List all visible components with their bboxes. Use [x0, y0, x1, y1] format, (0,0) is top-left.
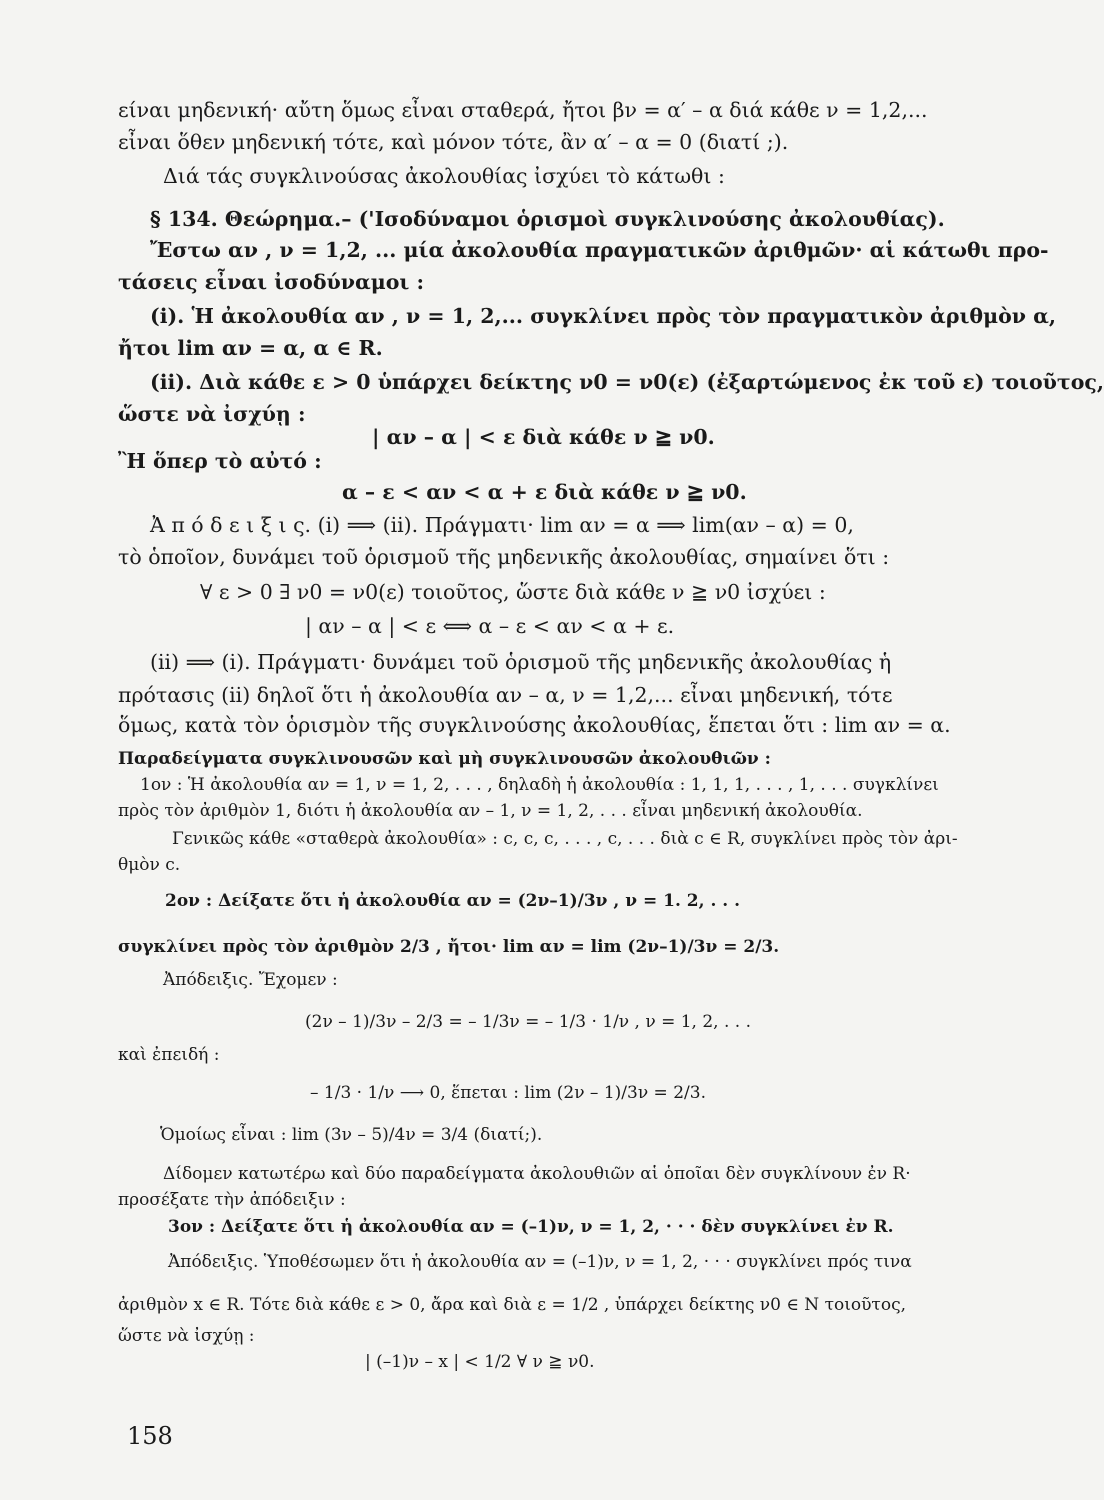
formula-line: | (–1)ν – x | < 1/2 ∀ ν ≧ ν0. [365, 1352, 595, 1372]
text-line: τὸ ὁποῖον, δυνάμει τοῦ ὁρισμοῦ τῆς μηδενικῆς ἀκολουθίας, σημαίνει ὅτι : [118, 545, 890, 569]
text-line: Ἀπόδειξις. Ἔχομεν : [163, 970, 338, 990]
formula-line: Ὁμοίως εἶναι : lim (3ν – 5)/4ν = 3/4 (διατί;). [160, 1125, 543, 1145]
formula-line: (2ν – 1)/3ν – 2/3 = – 1/3ν = – 1/3 · 1/ν , ν = 1, 2, . . . [305, 1012, 752, 1032]
text-line: Διά τάς συγκλινούσας ἀκολουθίας ἰσχύει τὸ κάτωθι : [163, 164, 725, 188]
text-line: καὶ ἐπειδή : [118, 1045, 220, 1065]
text-line: τάσεις εἶναι ἰσοδύναμοι : [118, 270, 425, 294]
formula-line: – 1/3 · 1/ν ⟶ 0, ἕπεται : lim (2ν – 1)/3ν = 2/3. [310, 1083, 706, 1103]
text-line: είναι μηδενική· αὔτη ὅμως εἶναι σταθερά, ἤτοι βν = α′ – α διά κάθε ν = 1,2,... [118, 98, 928, 122]
formula-line: α – ε < αν < α + ε διὰ κάθε ν ≧ ν0. [342, 480, 747, 504]
section-heading: § 134. Θεώρημα.– ('Ισοδύναμοι ὁρισμοὶ συγκλινούσης ἀκολουθίας). [150, 207, 945, 231]
page-number: 158 [127, 1422, 173, 1450]
text-line: Γενικῶς κάθε «σταθερὰ ἀκολουθία» : c, c, c, . . . , c, . . . διὰ c ∈ R, συγκλίνει πρὸς τὸν ἀρι- [172, 829, 958, 849]
text-line: ὥστε νὰ ἰσχύῃ : [118, 402, 306, 426]
text-line: Δίδομεν κατωτέρω καὶ δύο παραδείγματα ἀκολουθιῶν αἱ ὁποῖαι δὲν συγκλίνουν ἐν R· [163, 1164, 911, 1184]
text-line: ὥστε νὰ ἰσχύῃ : [118, 1326, 255, 1346]
text-line: 2ον : Δείξατε ὅτι ἡ ἀκολουθία αν = (2ν–1)/3ν , ν = 1. 2, . . . [165, 891, 741, 911]
text-line: προσέξατε τὴν ἀπόδειξιν : [118, 1190, 346, 1210]
text-line: Ἢ ὅπερ τὸ αὐτό : [118, 449, 322, 473]
text-line: (i). Ἡ ἀκολουθία αν , ν = 1, 2,... συγκλίνει πρὸς τὸν πραγματικὸν ἀριθμὸν α, [150, 304, 1057, 328]
text-line: Ἔστω αν , ν = 1,2, ... μία ἀκολουθία πραγματικῶν ἀριθμῶν· αἱ κάτωθι προ- [150, 238, 1049, 262]
text-line: πρότασις (ii) δηλοῖ ὅτι ἡ ἀκολουθία αν – α, ν = 1,2,... εἶναι μηδενική, τότε [118, 683, 893, 707]
text-line: ἤτοι lim αν = α, α ∈ R. [118, 336, 383, 360]
formula-line: | αν – α | < ε διὰ κάθε ν ≧ ν0. [372, 425, 715, 449]
text-line: (ii). Διὰ κάθε ε > 0 ὑπάρχει δείκτης ν0 = ν0(ε) (ἐξαρτώμενος ἐκ τοῦ ε) τοιοῦτος, [150, 370, 1104, 394]
text-line: εἶναι ὅθεν μηδενική τότε, καὶ μόνον τότε, ἂν α′ – α = 0 (διατί ;). [118, 130, 789, 154]
text-line: 1ον : Ἡ ἀκολουθία αν = 1, ν = 1, 2, . . . , δηλαδὴ ἡ ἀκολουθία : 1, 1, 1, . . . , 1, . . . συγκλίνει [140, 775, 939, 795]
examples-heading: Παραδείγματα συγκλινουσῶν καὶ μὴ συγκλινουσῶν ἀκολουθιῶν : [118, 749, 771, 769]
text-line: 3ον : Δείξατε ὅτι ἡ ἀκολουθία αν = (–1)ν, ν = 1, 2, · · · δὲν συγκλίνει ἐν R. [168, 1217, 894, 1237]
formula-line: | αν – α | < ε ⟺ α – ε < αν < α + ε. [305, 614, 675, 638]
text-line: θμὸν c. [118, 855, 181, 875]
text-line: (ii) ⟹ (i). Πράγματι· δυνάμει τοῦ ὁρισμοῦ τῆς μηδενικῆς ἀκολουθίας ἡ [150, 650, 892, 674]
text-line: ὅμως, κατὰ τὸν ὁρισμὸν τῆς συγκλινούσης ἀκολουθίας, ἕπεται ὅτι : lim αν = α. [118, 713, 951, 737]
text-line: Ἀπόδειξις. Ὑποθέσωμεν ὅτι ἡ ἀκολουθία αν = (–1)ν, ν = 1, 2, · · · συγκλίνει πρός τινα [168, 1252, 912, 1272]
text-line: συγκλίνει πρὸς τὸν ἀριθμὸν 2/3 , ἤτοι· lim αν = lim (2ν–1)/3ν = 2/3. [118, 937, 780, 957]
text-line: ἀριθμὸν x ∈ R. Τότε διὰ κάθε ε > 0, ἄρα καὶ διὰ ε = 1/2 , ὑπάρχει δείκτης ν0 ∈ N τοιοῦτος, [118, 1295, 907, 1315]
formula-line: ∀ ε > 0 ∃ ν0 = ν0(ε) τοιοῦτος, ὥστε διὰ κάθε ν ≧ ν0 ἰσχύει : [200, 580, 826, 604]
text-line: πρὸς τὸν ἀριθμὸν 1, διότι ἡ ἀκολουθία αν – 1, ν = 1, 2, . . . εἶναι μηδενική ἀκολουθία. [118, 801, 863, 821]
proof-heading: Ἀ π ό δ ε ι ξ ι ς. (i) ⟹ (ii). Πράγματι· lim αν = α ⟹ lim(αν – α) = 0, [150, 513, 854, 537]
